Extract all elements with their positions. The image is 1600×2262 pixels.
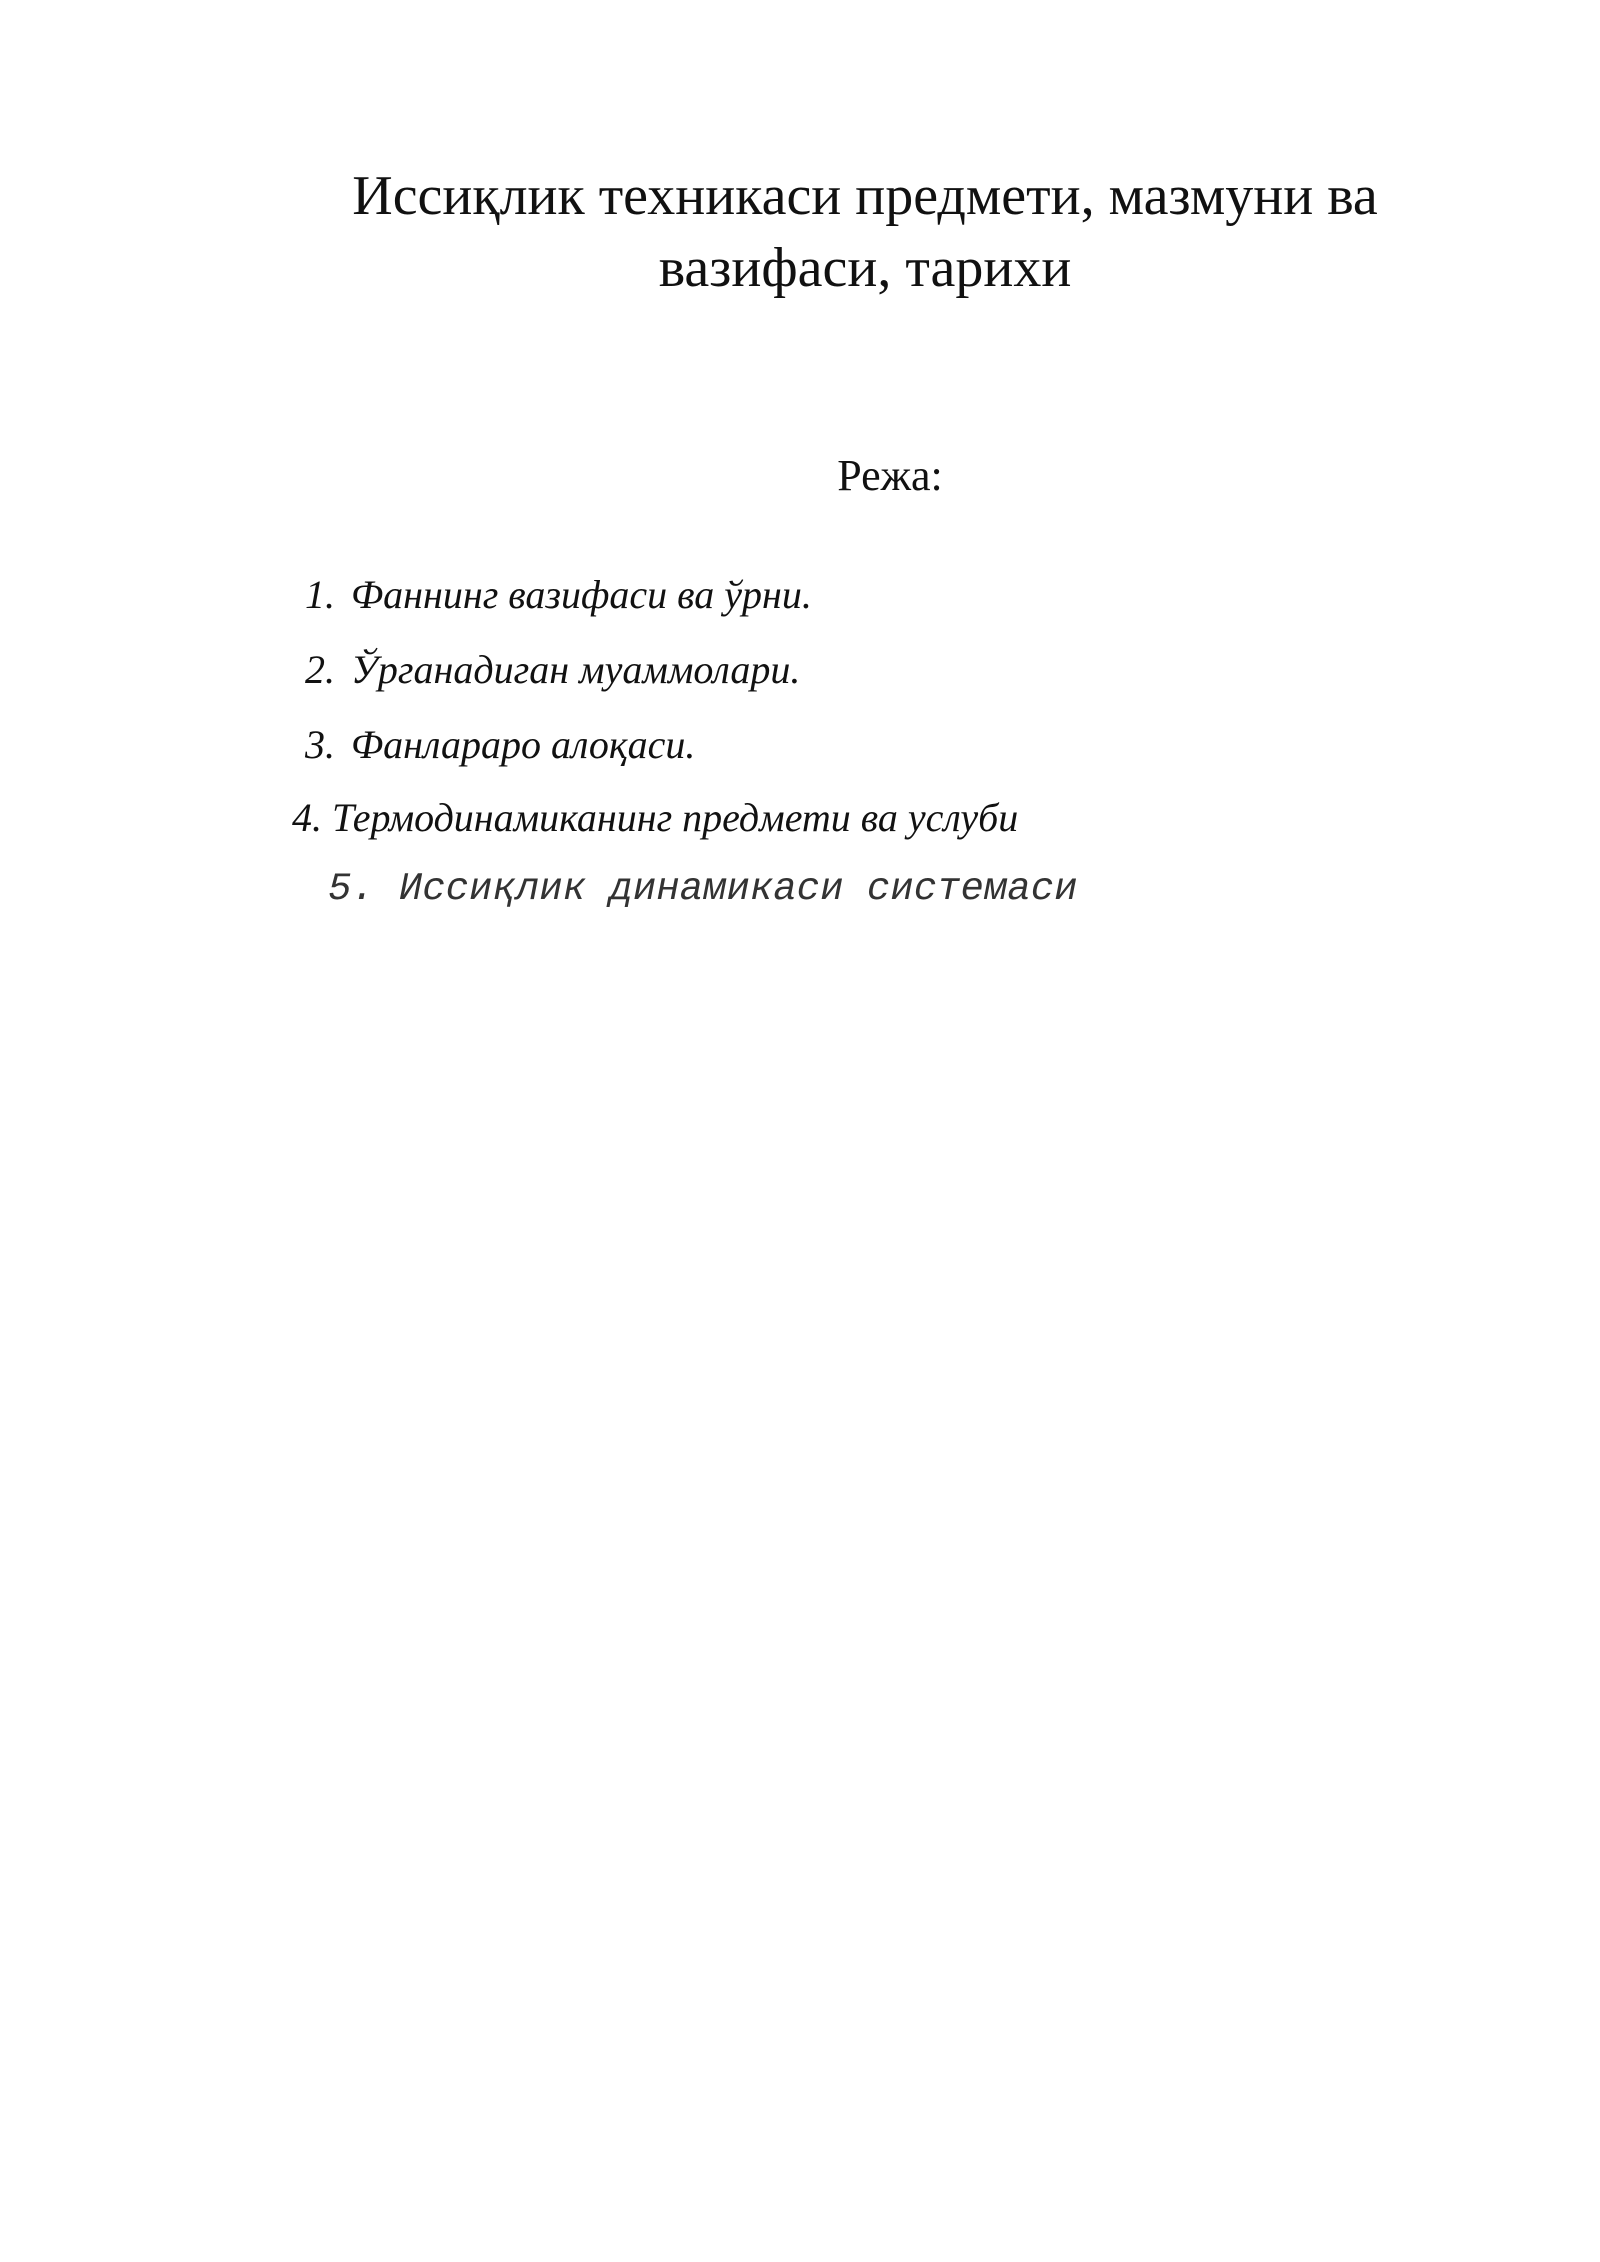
plan-item-text: Термодинамиканинг предмети ва услуби: [332, 795, 1019, 840]
plan-item-5: [328, 864, 1078, 914]
plan-list: [0, 0, 1600, 1000]
plan-item-number: 3.: [305, 722, 335, 767]
plan-item-text: Ўрганадиган муаммолари.: [351, 647, 801, 692]
plan-item-1: [305, 570, 812, 620]
plan-item-text: Фанлараро алоқаси.: [351, 722, 696, 767]
plan-item-number: 1.: [305, 572, 335, 617]
document-title-line-2: вазифаси, тарихи: [658, 237, 1072, 299]
plan-item-3: [305, 720, 695, 770]
plan-heading: Режа:: [837, 451, 943, 500]
plan-item-4: [292, 793, 1018, 843]
plan-item-number: 2.: [305, 647, 335, 692]
plan-item-2: [305, 645, 800, 695]
plan-item-number: 5.: [328, 867, 375, 911]
plan-item-text: Фаннинг вазифаси ва ўрни.: [351, 572, 812, 617]
document-title-line-1: Иссиқлик техникаси предмети, мазмуни ва: [352, 165, 1378, 227]
plan-item-number: 4.: [292, 795, 322, 840]
plan-item-text: Иссиқлик динамикаси системаси: [398, 867, 1078, 911]
